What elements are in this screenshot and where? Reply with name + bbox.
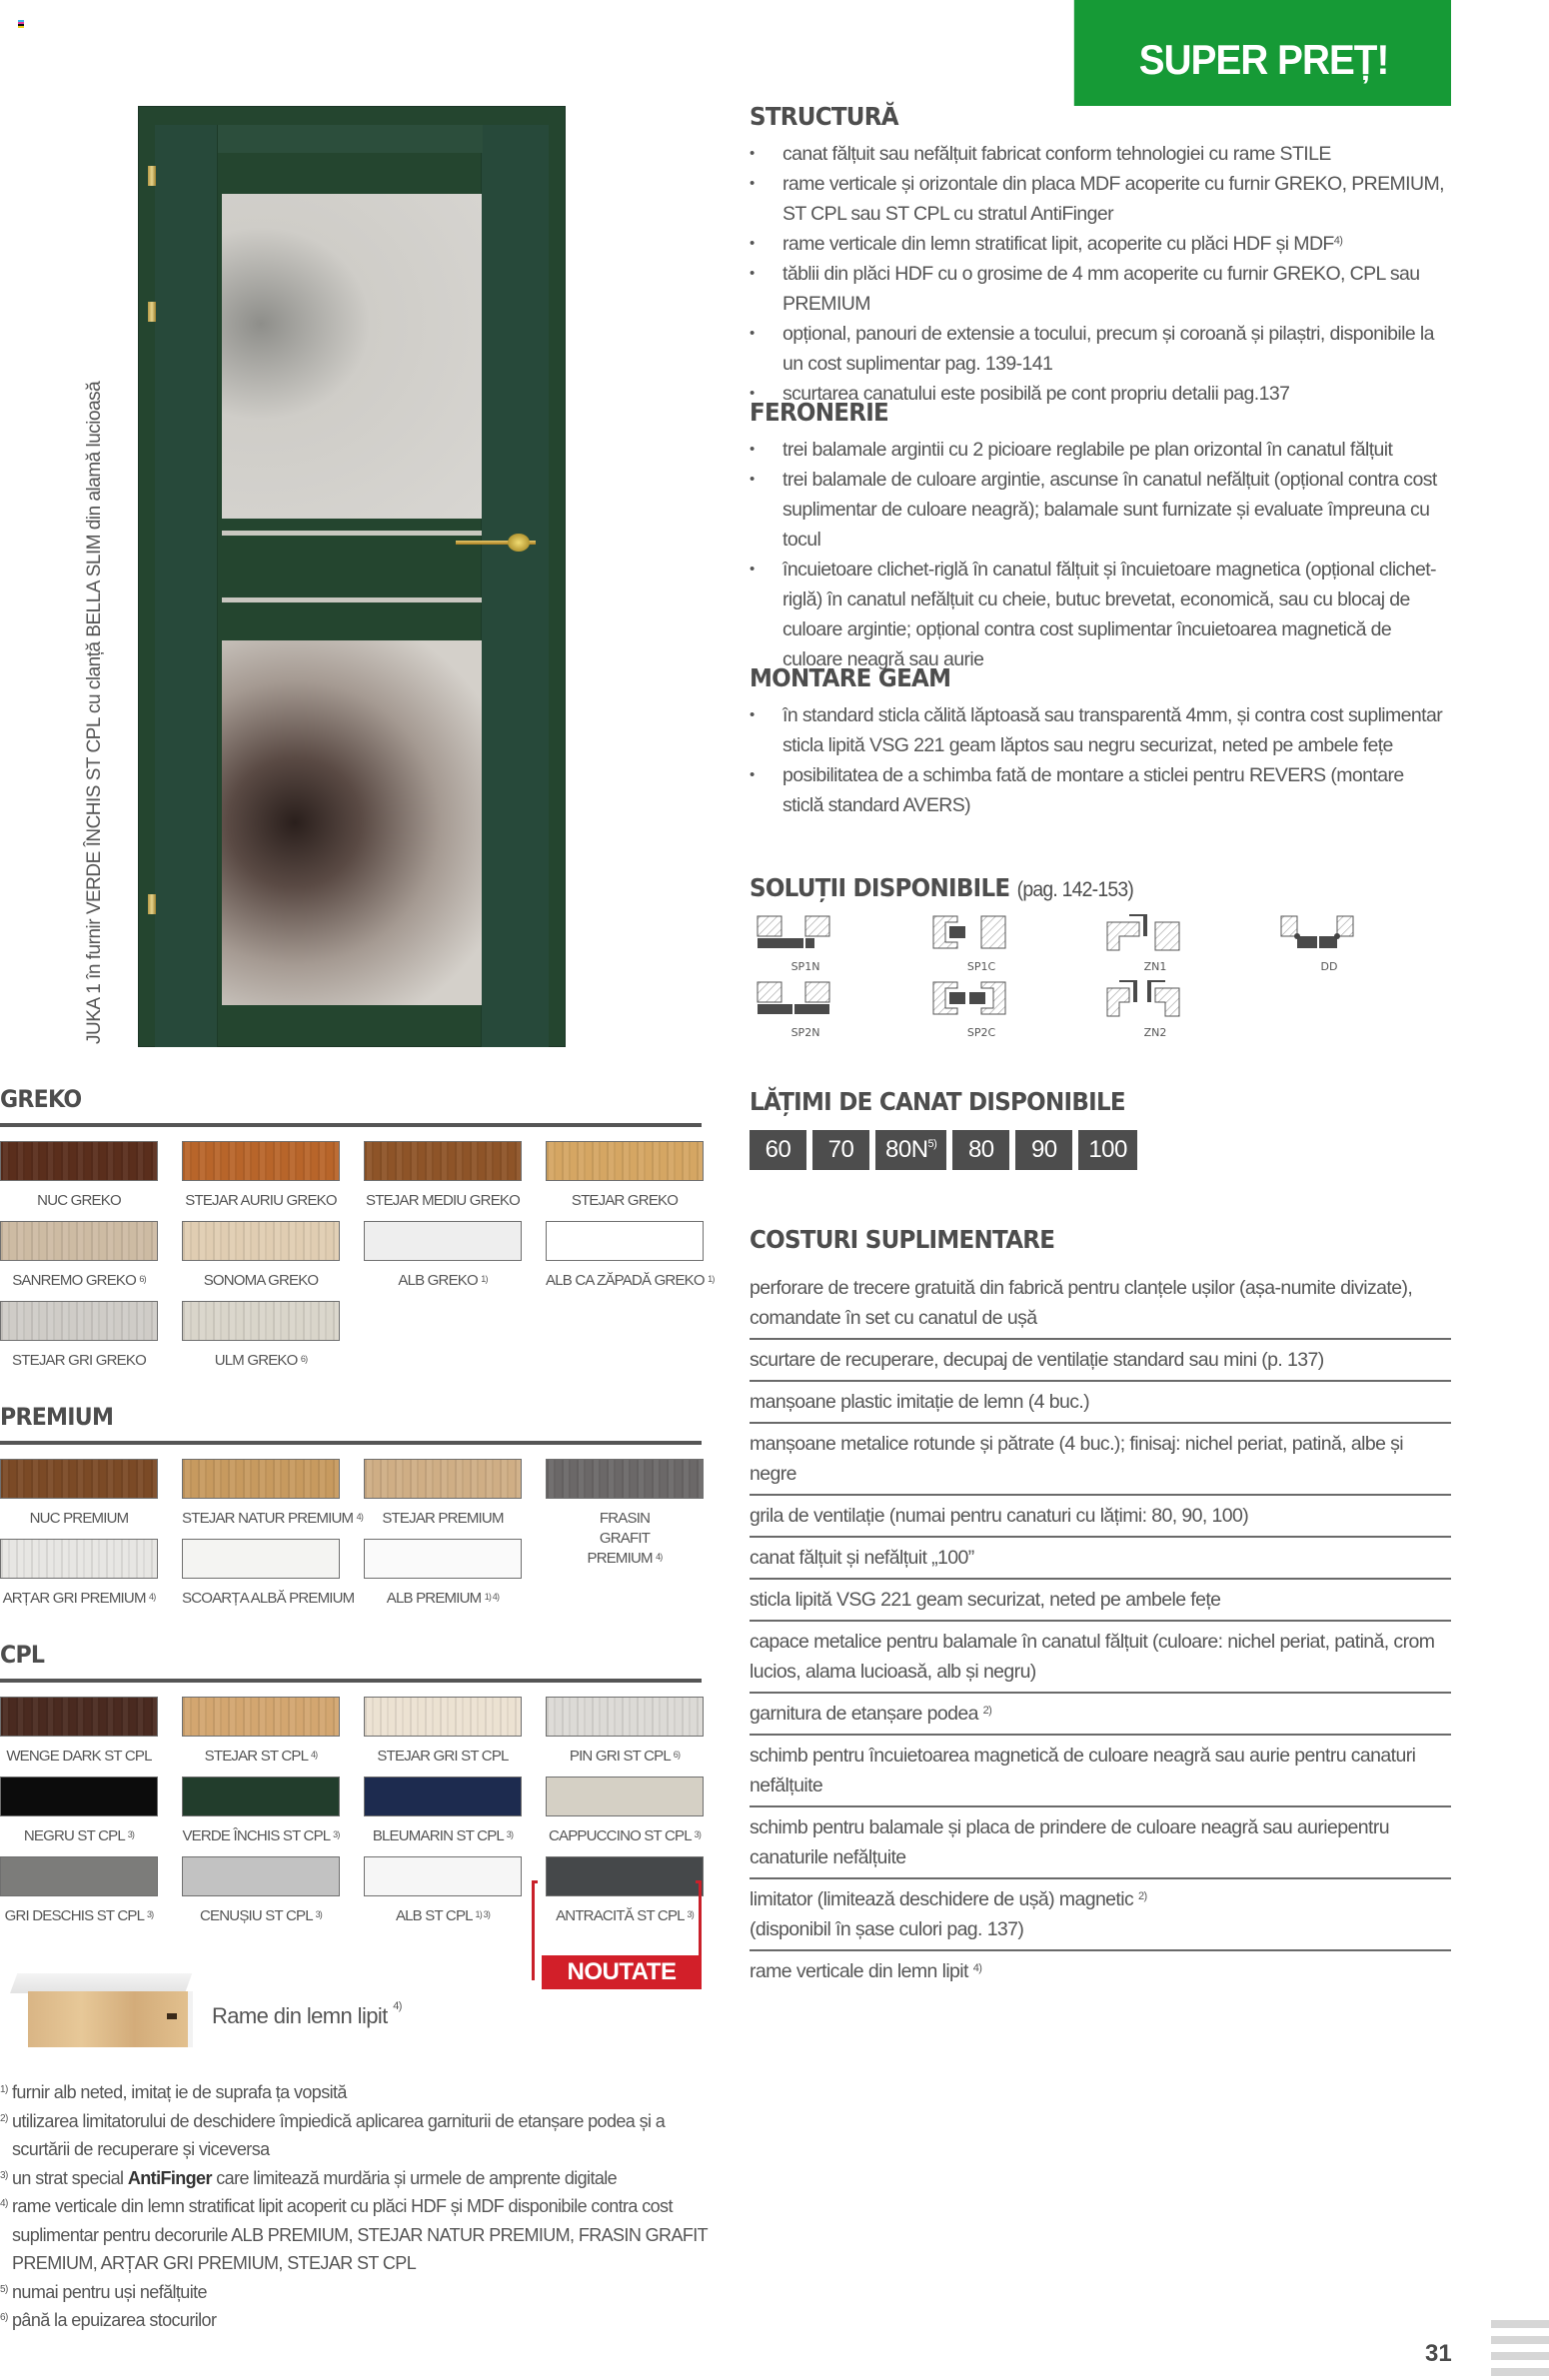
swatch-label: ALB PREMIUM $^{1) 4)}$	[386, 1590, 500, 1607]
footnote: 5) numai pentru uși nefălțuite	[0, 2281, 207, 2302]
swatch-chip	[364, 1141, 522, 1181]
swatch-label: NUC PREMIUM	[29, 1510, 129, 1527]
swatch-label: BLEUMARIN ST CPL $^{3)}$	[372, 1827, 514, 1844]
swatch-chip	[364, 1539, 522, 1579]
cost-row: canat fălțuit și nefălțuit „100”	[750, 1538, 1451, 1580]
swatch-chip	[182, 1856, 340, 1896]
solutii-title: SOLUȚII DISPONIBILE (pag. 142-153)	[750, 873, 1134, 902]
swatch-chip	[0, 1301, 158, 1341]
color-swatch	[0, 1539, 158, 1619]
feronerie-section	[750, 398, 1449, 674]
swatch-label: PIN GRI ST CPL $^{6)}$	[569, 1748, 681, 1765]
swatch-chip	[0, 1141, 158, 1181]
swatch-label: STEJAR NATUR PREMIUM $^{4)}$	[182, 1510, 364, 1527]
rame-label: Rame din lemn lipit $^{4)}$	[212, 2000, 402, 2028]
swatch-chip	[0, 1697, 158, 1737]
super-price-badge: SUPER PREȚ!	[1074, 0, 1451, 106]
cost-row: limitator (limitează deschidere de ușă) magnetic $^{2)}$ (disponibil în șase culori pag. 137)	[750, 1879, 1451, 1951]
swatch-label: ALB CA ZĂPADĂ GREKO $^{1)}$	[546, 1272, 715, 1289]
swatch-label: SANREMO GREKO $^{6)}$	[12, 1272, 146, 1289]
color-swatch	[0, 1221, 158, 1301]
swatch-chip	[182, 1697, 340, 1737]
swatch-label: STEJAR AURIU GREKO	[185, 1192, 337, 1209]
list-item: • în standard sticla călită lăptoasă sau transparentă 4mm, și contra cost suplimentar sticla lipită VSG 221 geam lăptos sau negru securizat, neted pe ambele fețe	[750, 700, 1449, 760]
list-item: • încuietoare clichet-riglă în canatul fălțuit și încuietoare magnetica (opțional clichet-riglă) în canatul nefălțuit cu cheie, butuc brevetat, economică, sau cu blocaj de culoare argintie; opțional contra cost suplimentar încuietoarea magnetică de culoare neagră sau aurie	[750, 555, 1449, 674]
door-handle-knob	[508, 534, 530, 552]
color-swatch	[0, 1459, 158, 1539]
rame-lemn-lipit	[0, 1963, 420, 2053]
swatch-chip	[182, 1539, 340, 1579]
color-swatch	[546, 1141, 704, 1221]
footnote: 2) utilizarea limitatorului de deschidere împiedică aplicarea garniturii de etanșare podea și a scurtării de recuperare și viceversa	[0, 2110, 666, 2159]
cost-row: schimb pentru balamale și placa de prindere de culoare neagră sau auriepentru canaturile nefălțuite	[750, 1807, 1451, 1879]
width-option: 80N $^{5)}$	[875, 1130, 946, 1170]
solution-sp1n-icon: SP1N	[754, 914, 857, 974]
section-title: PREMIUM	[0, 1403, 114, 1431]
door-glass-bottom	[222, 640, 482, 1005]
swatch-chip	[546, 1221, 704, 1261]
solution-zn2-icon: ZN2	[1103, 980, 1207, 1040]
swatch-chip	[182, 1221, 340, 1261]
swatch-label: VERDE ÎNCHIS ST CPL $^{3)}$	[182, 1827, 340, 1844]
cost-row: manșoane plastic imitație de lemn (4 buc.)	[750, 1382, 1451, 1424]
swatch-label: STEJAR GRI ST CPL	[377, 1748, 509, 1765]
solutions-diagrams	[752, 914, 1451, 1044]
latimi-section	[750, 1087, 1449, 1170]
swatch-label: ALB GREKO $^{1)}$	[398, 1272, 488, 1289]
page-decoration	[1491, 2320, 1549, 2380]
swatch-chip	[0, 1459, 158, 1499]
color-swatch	[182, 1141, 340, 1221]
cost-row: capace metalice pentru balamale în canatul fălțuit (culoare: nichel periat, patină, crom lucios, alama lucioasă, alb și negru)	[750, 1622, 1451, 1694]
cost-row: schimb pentru încuietoarea magnetică de culoare neagră sau aurie pentru canaturi nefălțuite	[750, 1736, 1451, 1807]
solution-zn1-icon: ZN1	[1103, 914, 1207, 974]
swatch-label: STEJAR MEDIU GREKO	[366, 1192, 520, 1209]
color-swatch	[182, 1777, 340, 1856]
color-swatch	[546, 1777, 704, 1856]
premium-swatches	[0, 1403, 702, 1619]
hinge-icon	[148, 302, 156, 322]
new-badge: NOUTATE	[542, 1955, 702, 1989]
footnote: 6) până la epuizarea stocurilor	[0, 2310, 217, 2330]
wood-frame-image	[10, 1973, 185, 2043]
list-item: • trei balamale de culoare argintie, ascunse în canatul nefălțuit (opțional contra cost suplimentar de culoare neagră); balamale sunt furnizate și evaluate împreuna cu tocul	[750, 465, 1449, 555]
swatch-label: NUC GREKO	[37, 1192, 121, 1209]
color-swatch	[0, 1777, 158, 1856]
swatch-label: WENGE DARK ST CPL	[6, 1748, 152, 1765]
color-swatch	[182, 1301, 340, 1381]
color-swatch	[0, 1697, 158, 1777]
list-item: • tăblii din plăci HDF cu o grosime de 4 mm acoperite cu furnir GREKO, CPL sau PREMIUM	[750, 259, 1449, 319]
list-item: • canat fălțuit sau nefălțuit fabricat conform tehnologiei cu rame STILE	[750, 139, 1449, 169]
width-option: 60	[750, 1130, 806, 1170]
swatch-label: SCOARȚA ALBĂ PREMIUM	[182, 1590, 355, 1607]
swatch-chip	[364, 1777, 522, 1816]
cost-row: scurtare de recuperare, decupaj de ventilație standard sau mini (p. 137)	[750, 1340, 1451, 1382]
door-image	[138, 106, 566, 1047]
swatch-label: NEGRU ST CPL $^{3)}$	[23, 1827, 135, 1844]
door-glass-top	[222, 194, 482, 519]
swatch-chip	[0, 1221, 158, 1261]
costuri-section	[750, 1225, 1451, 1991]
solution-sp2n-icon: SP2N	[754, 980, 857, 1040]
width-option: 80	[952, 1130, 1009, 1170]
color-swatch	[182, 1697, 340, 1777]
swatch-label: STEJAR GRI GREKO	[12, 1352, 146, 1369]
cost-row: sticla lipită VSG 221 geam securizat, neted pe ambele fețe	[750, 1580, 1451, 1622]
swatch-chip	[0, 1777, 158, 1816]
swatch-chip	[546, 1697, 704, 1737]
section-title: FERONERIE	[750, 398, 889, 427]
door-caption: JUKA 1 în furnir VERDE ÎNCHIS ST CPL cu clanță BELLA SLIM din alamă lucioasă	[84, 381, 105, 1044]
solution-sp2c-icon: SP2C	[929, 980, 1033, 1040]
swatch-label: CENUȘIU ST CPL $^{3)}$	[200, 1907, 322, 1924]
footnote: 4) rame verticale din lemn stratificat lipit acoperit cu plăci HDF și MDF disponibile contra cost suplimentar pentru decorurile ALB PREMIUM, STEJAR NATUR PREMIUM, FRASIN GRAFIT PREMIUM, ARȚAR GRI PREMIUM, STEJAR ST CPL	[0, 2196, 708, 2273]
solution-dd-icon: DD	[1277, 914, 1381, 974]
color-swatch	[182, 1221, 340, 1301]
section-title: CPL	[0, 1641, 45, 1669]
color-swatch	[0, 1141, 158, 1221]
solution-sp1c-icon: SP1C	[929, 914, 1033, 974]
color-swatch	[182, 1539, 355, 1619]
cost-row: rame verticale din lemn lipit $^{4)}$	[750, 1960, 982, 1982]
color-swatch	[364, 1856, 522, 1936]
list-item: • rame verticale și orizontale din placa MDF acoperite cu furnir GREKO, PREMIUM, ST CPL sau ST CPL cu stratul AntiFinger	[750, 169, 1449, 229]
color-swatch	[546, 1459, 704, 1567]
swatch-label: CAPPUCCINO ST CPL $^{3)}$	[548, 1827, 702, 1844]
swatch-label: ARȚAR GRI PREMIUM $^{4)}$	[2, 1590, 156, 1607]
swatch-chip	[546, 1141, 704, 1181]
swatch-chip	[546, 1777, 704, 1816]
section-title: STRUCTURĂ	[750, 102, 898, 131]
swatch-chip	[182, 1141, 340, 1181]
swatch-label: STEJAR PREMIUM	[382, 1510, 504, 1527]
swatch-chip	[364, 1459, 522, 1499]
swatch-label: ANTRACITĂ ST CPL $^{3)}$	[556, 1907, 694, 1924]
swatch-label: STEJAR GREKO	[571, 1192, 679, 1209]
swatch-chip	[182, 1459, 340, 1499]
swatch-chip	[364, 1856, 522, 1896]
swatch-chip	[0, 1539, 158, 1579]
color-swatch	[182, 1856, 340, 1936]
section-title: COSTURI SUPLIMENTARE	[750, 1225, 1055, 1254]
list-item: • rame verticale din lemn stratificat lipit, acoperite cu plăci HDF și MDF$^{4)}$	[750, 229, 1449, 259]
list-item: • posibilitatea de a schimba fată de montare a sticlei pentru REVERS (montare sticlă standard AVERS)	[750, 760, 1449, 820]
cost-row: garnitura de etanșare podea $^{2)}$	[750, 1694, 1451, 1736]
color-swatch	[0, 1856, 158, 1936]
color-swatch	[546, 1221, 715, 1301]
color-swatch	[546, 1697, 704, 1777]
cost-row: perforare de trecere gratuită din fabrică pentru clanțele ușilor (așa-numite divizate), comandate în set cu canatul de ușă	[750, 1268, 1451, 1340]
color-swatch	[182, 1459, 364, 1539]
color-swatch	[364, 1697, 522, 1777]
swatch-label: STEJAR ST CPL $^{4)}$	[204, 1748, 318, 1765]
cost-row: manșoane metalice rotunde și pătrate (4 buc.); finisaj: nichel periat, patină, albe și negre	[750, 1424, 1451, 1496]
greko-swatches	[0, 1085, 715, 1381]
swatch-chip	[182, 1301, 340, 1341]
swatch-chip	[546, 1459, 704, 1499]
width-option: 70	[812, 1130, 869, 1170]
color-swatch	[364, 1459, 522, 1539]
list-item: • trei balamale argintii cu 2 picioare reglabile pe plan orizontal în canatul fălțuit	[750, 435, 1449, 465]
swatch-label: ULM GREKO $^{6)}$	[214, 1352, 308, 1369]
structura-section	[750, 102, 1449, 409]
print-registration-mark	[18, 20, 24, 28]
section-title: MONTARE GEAM	[750, 663, 951, 692]
swatch-chip	[182, 1777, 340, 1816]
swatch-label: SONOMA GREKO	[203, 1272, 319, 1289]
section-title: GREKO	[0, 1085, 82, 1113]
footnote: 1) furnir alb neted, imitaț ie de suprafa ța vopsită	[0, 2082, 347, 2102]
width-option: 90	[1015, 1130, 1072, 1170]
hinge-icon	[148, 894, 156, 914]
swatch-chip	[364, 1697, 522, 1737]
swatch-chip	[0, 1856, 158, 1896]
width-option: 100	[1078, 1130, 1137, 1170]
color-swatch	[364, 1141, 522, 1221]
montare-geam-section	[750, 663, 1449, 820]
swatch-label: ALB ST CPL $^{1) 3)}$	[395, 1907, 491, 1924]
cost-row: grila de ventilație (numai pentru canaturi cu lățimi: 80, 90, 100)	[750, 1496, 1451, 1538]
color-swatch	[364, 1539, 522, 1619]
color-swatch	[364, 1221, 522, 1301]
list-item: • scurtarea canatului este posibilă pe cont propriu detalii pag.137	[750, 379, 1449, 409]
page-number: 31	[1425, 2340, 1452, 2367]
footnote: 3) un strat special AntiFinger care limitează murdăria și urmele de amprente digitale	[0, 2167, 618, 2188]
swatch-label: FRASIN GRAFIT PREMIUM $^{4)}$	[587, 1510, 663, 1567]
swatch-chip	[364, 1221, 522, 1261]
footnotes	[0, 2078, 720, 2335]
color-swatch	[364, 1777, 522, 1856]
list-item: • opțional, panouri de extensie a tocului, precum și coroană și pilaștri, disponibile la un cost suplimentar pag. 139-141	[750, 319, 1449, 379]
color-swatch	[0, 1301, 158, 1381]
hinge-icon	[148, 166, 156, 186]
swatch-label: GRI DESCHIS ST CPL $^{3)}$	[4, 1907, 154, 1924]
section-title: LĂȚIMI DE CANAT DISPONIBILE	[750, 1087, 1125, 1116]
